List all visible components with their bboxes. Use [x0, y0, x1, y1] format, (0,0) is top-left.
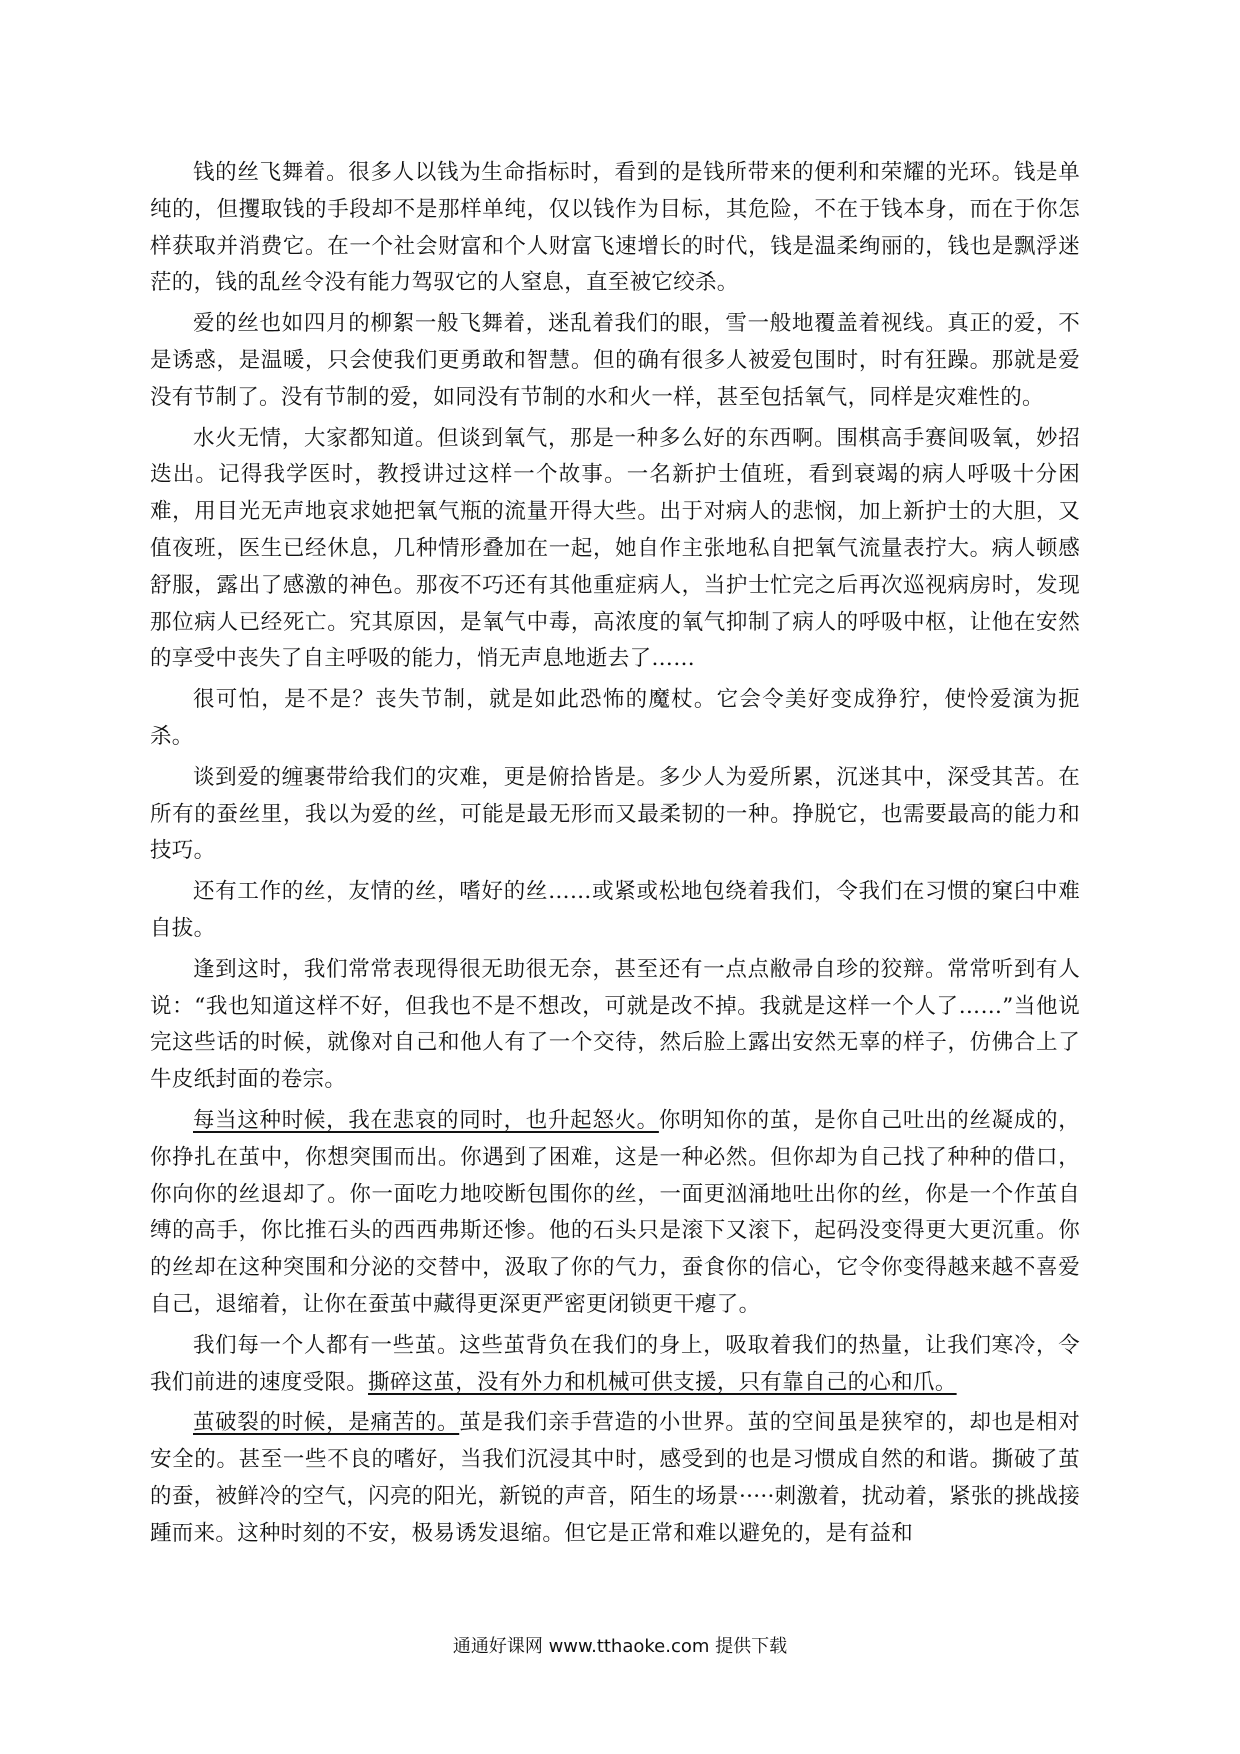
paragraph-text: 逢到这时，我们常常表现得很无助很无奈，甚至还有一点点敝帚自珍的狡辩。常常听到有人说：“我也知道这样不好，但我也不是不想改，可就是改不掉。我就是这样一个人了……”当他说完这些话的时候，就像对自己和他人有了一个交待，然后脸上露出安然无辜的样子，仿佛合上了牛皮纸封面的卷宗。 — [150, 956, 1080, 1093]
underlined-sentence: 茧破裂的时候，是痛苦的。 — [193, 1410, 460, 1436]
paragraph-text: 谈到爱的缠裹带给我们的灾难，更是俯拾皆是。多少人为爱所累，沉迷其中，深受其苦。在所有的蚕丝里，我以为爱的丝，可能是最无形而又最柔韧的一种。挣脱它，也需要最高的能力和技巧。 — [150, 764, 1080, 864]
underlined-sentence: 撕碎这茧，没有外力和机械可供支援，只有靠自己的心和爪。 — [368, 1369, 957, 1395]
paragraph-cocoons — [150, 1328, 1080, 1402]
paragraph-other-silks — [150, 874, 1080, 948]
page-footer: 通通好课网 www.tthaoke.com 提供下载 — [452, 1636, 788, 1657]
paragraph-text: 我们每一个人都有一些茧。这些茧背负在我们的身上，吸取着我们的热量，让我们寒冷，令我们前进的速度受限。 — [150, 1332, 1080, 1395]
paragraph-cocoon-breaking — [150, 1405, 1080, 1552]
paragraph-no-restraint — [150, 682, 1080, 756]
paragraph-text: 很可怕，是不是？丧失节制，就是如此恐怖的魔杖。它会令美好变成狰狞，使怜爱演为扼杀。 — [150, 687, 1080, 749]
underlined-sentence: 每当这种时候，我在悲哀的同时，也升起怒火。 — [193, 1107, 659, 1133]
paragraph-love-disaster — [150, 760, 1080, 870]
paragraph-text: 钱的丝飞舞着。很多人以钱为生命指标时，看到的是钱所带来的便利和荣耀的光环。钱是单纯的，但攫取钱的手段却不是那样单纯，仅以钱作为目标，其危险，不在于钱本身，而在于你怎样获取并消费它。在一个社会财富和个人财富飞速增长的时代，钱是温柔绚丽的，钱也是飘浮迷茫的，钱的乱丝令没有能力驾驭它的人窒息，直至被它绞杀。 — [150, 160, 1080, 296]
document-body — [150, 155, 1080, 1556]
paragraph-text: 水火无情，大家都知道。但谈到氧气，那是一种多么好的东西啊。围棋高手赛间吸氧，妙招迭出。记得我学医时，教授讲过这样一个故事。一名新护士值班，看到衰竭的病人呼吸十分困难，用目光无声地哀求她把氧气瓶的流量开得大些。出于对病人的悲悯，加上新护士的大胆，又值夜班，医生已经休息，几种情形叠加在一起，她自作主张地私自把氧气流量表拧大。病人顿感舒服，露出了感激的神色。那夜不巧还有其他重症病人，当护士忙完之后再次巡视病房时，发现那位病人已经死亡。究其原因，是氧气中毒，高浓度的氧气抑制了病人的呼吸中枢，让他在安然的享受中丧失了自主呼吸的能力，悄无声息地逝去了…… — [150, 425, 1080, 672]
paragraph-text: 茧是我们亲手营造的小世界。茧的空间虽是狭窄的，却也是相对安全的。甚至一些不良的嗜好，当我们沉浸其中时，感受到的也是习惯成自然的和谐。撕破了茧的蚕，被鲜冷的空气，闪亮的阳光，新锐的声音，陌生的场景·····刺激着，扰动着，紧张的挑战接踵而来。这种时刻的不安，极易诱发退缩。但它是正常和难以避免的，是有益和 — [150, 1410, 1080, 1546]
paragraph-text: 爱的丝也如四月的柳絮一般飞舞着，迷乱着我们的眼，雪一般地覆盖着视线。真正的爱，不是诱惑，是温暖，只会使我们更勇敢和智慧。但的确有很多人被爱包围时，时有狂躁。那就是爱没有节制了。没有节制的爱，如同没有节制的水和火一样，甚至包括氧气，同样是灾难性的。 — [150, 311, 1080, 410]
paragraph-excuses — [150, 952, 1080, 1099]
paragraph-text: 还有工作的丝，友情的丝，嗜好的丝……或紧或松地包绕着我们，令我们在习惯的窠臼中难自拔。 — [150, 879, 1080, 941]
paragraph-money — [150, 155, 1080, 302]
paragraph-love — [150, 306, 1080, 416]
paragraph-text: 你明知你的茧，是你自己吐出的丝凝成的，你挣扎在茧中，你想突围而出。你遇到了困难，这是一种必然。但你却为自己找了种种的借口，你向你的丝退却了。你一面吃力地咬断包围你的丝，一面更汹涌地吐出你的丝，你是一个作茧自缚的高手，你比推石头的西西弗斯还惨。他的石头只是滚下又滚下，起码没变得更大更沉重。你的丝却在这种突围和分泌的交替中，汲取了你的气力，蚕食你的信心，它令你变得越来越不喜爱自己，退缩着，让你在蚕茧中藏得更深更严密更闭锁更干瘪了。 — [150, 1107, 1080, 1317]
paragraph-anger — [150, 1103, 1080, 1324]
paragraph-oxygen-story — [150, 421, 1080, 679]
